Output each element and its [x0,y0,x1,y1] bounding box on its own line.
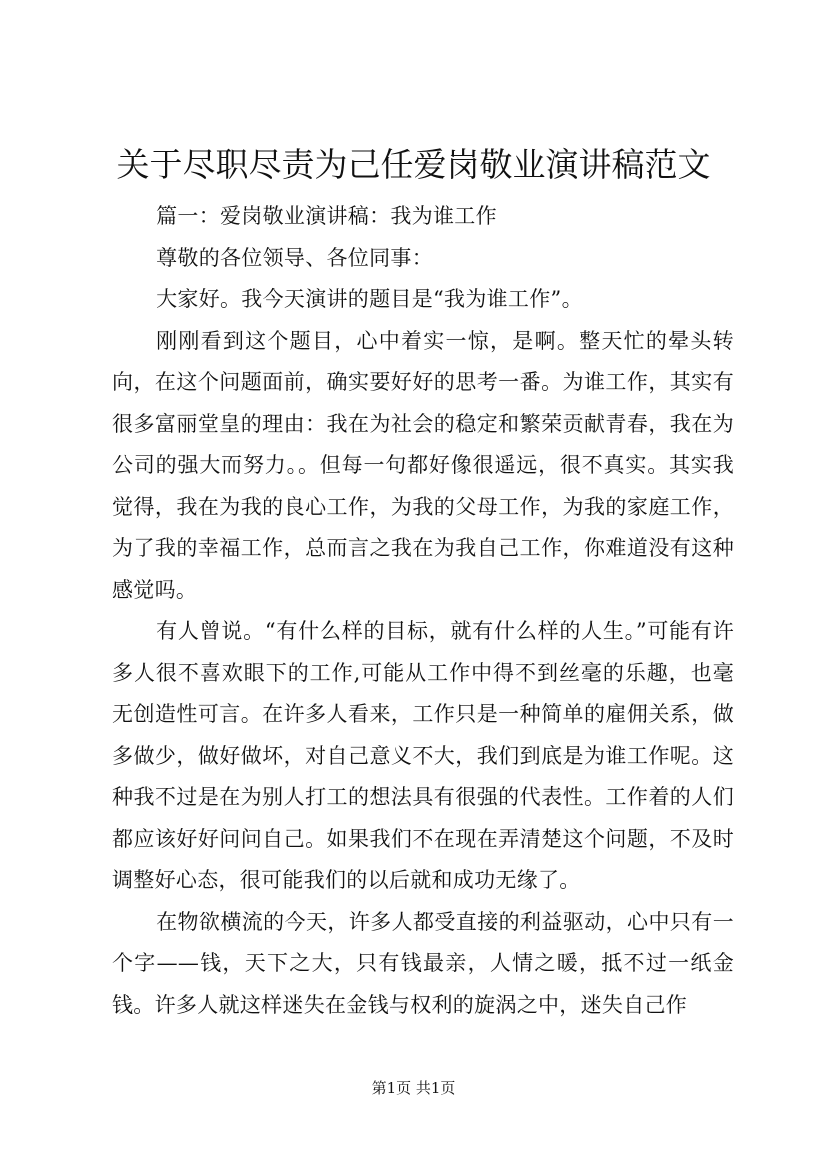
document-title: 关于尽职尽责为己任爱岗敬业演讲稿范文 [116,145,711,184]
page-number-footer: 第1页 共1页 [371,1079,456,1097]
paragraph-salutation: 尊敬的各位领导、各位同事： [156,245,433,270]
paragraph-section-heading: 篇一：爱岗敬业演讲稿：我为谁工作 [156,204,497,228]
paragraph-body-3: 在物欲横流的今天，许多人都受直接的利益驱动，心中只有一个字——钱，天下之大，只有钱最亲，人情之暖，抵不过一纸金钱。许多人就这样迷失在金钱与权利的旋涡之中，迷失自己作 [112,909,734,1017]
paragraph-greeting: 大家好。我今天演讲的题目是“我为谁工作”。 [156,287,583,311]
paragraph-body-1: 刚刚看到这个题目，心中着实一惊，是啊。整天忙的晕头转向，在这个问题面前，确实要好好的思考一番。为谁工作，其实有很多富丽堂皇的理由：我在为社会的稳定和繁荣贡献青春，我在为公司的强大而努力。。但每一句都好像很遥远，很不真实。其实我觉得，我在为我的良心工作，为我的父母工作，为我的家庭工作，为了我的幸福工作，总而言之我在为我自己工作，你难道没有这种感觉吗。 [112,328,734,602]
paragraph-body-2: 有人曾说。“有什么样的目标，就有什么样的人生。”可能有许多人很不喜欢眼下的工作,可能从工作中得不到丝毫的乐趣，也毫无创造性可言。在许多人看来，工作只是一种简单的雇佣关系，做多做少，做好做坏，对自己意义不大，我们到底是为谁工作呢。这种我不过是在为别人打工的想法具有很强的代表性。工作着的人们都应该好好问问自己。如果我们不在现在弄清楚这个问题，不及时调整好心态，很可能我们的以后就和成功无缘了。 [112,619,734,892]
document-body [112,196,734,1026]
